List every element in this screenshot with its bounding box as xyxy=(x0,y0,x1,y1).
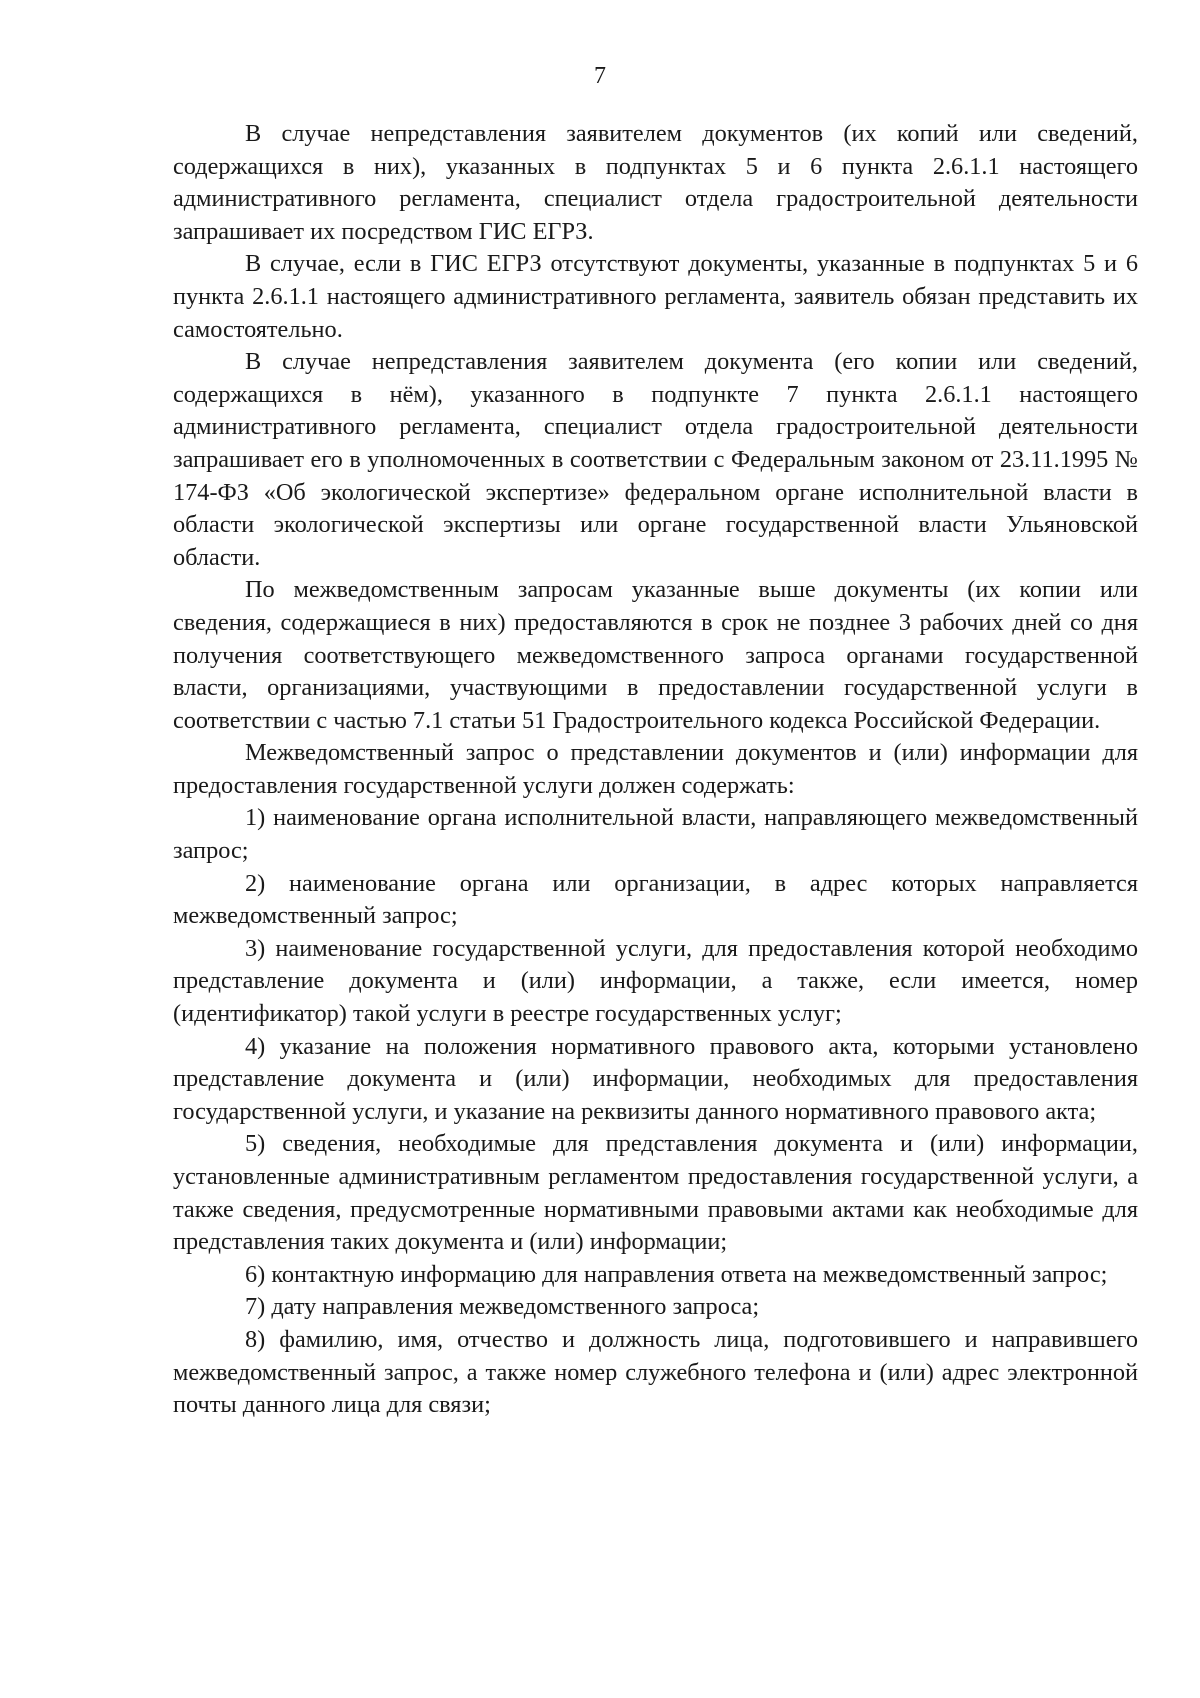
paragraph-egrz-absent: В случае, если в ГИС ЕГРЗ отсутствуют документы, указанные в подпунктах 5 и 6 пункта 2.6.1.1 настоящего административного регламента, заявитель обязан представить их самостоятельно. xyxy=(173,250,1138,343)
paragraph-request-deadline: По межведомственным запросам указанные выше документы (их копии или сведения, содержащиеся в них) предоставляются в срок не позднее 3 рабочих дней со дня получения соответствующего межведомственного запроса органами государственной власти, организациями, участвующими в предоставлении государственной услуги в соответствии с частью 7.1 статьи 51 Градостроительного кодекса Российской Федерации. xyxy=(173,576,1138,734)
list-item-7: 7) дату направления межведомственного запроса; xyxy=(245,1293,760,1321)
list-item-8: 8) фамилию, имя, отчество и должность лица, подготовившего и направившего межведомственный запрос, а также номер служебного телефона и (или) адрес электронной почты данного лица для связи; xyxy=(173,1325,1138,1419)
list-item-3: 3) наименование государственной услуги, для предоставления которой необходимо представление документа и (или) информации, а также, если имеется, номер (идентификатор) такой услуги в реестре государственных услуг; xyxy=(173,934,1138,1028)
document-body xyxy=(173,118,1138,1422)
paragraph-egrz-request: В случае непредставления заявителем документов (их копий или сведений, содержащихся в них), указанных в подпунктах 5 и 6 пункта 2.6.1.1 настоящего административного регламента, специалист отдела градостроительной деятельности запрашивает их посредством ГИС ЕГРЗ. xyxy=(173,120,1138,245)
page-number: 7 xyxy=(594,63,606,89)
list-item-1: 1) наименование органа исполнительной власти, направляющего межведомственный запрос; xyxy=(173,804,1138,865)
paragraph-ecology-expertise: В случае непредставления заявителем документа (его копии или сведений, содержащихся в нём), указанного в подпункте 7 пункта 2.6.1.1 настоящего административного регламента, специалист отдела градостроительной деятельности запрашивает его в уполномоченных в соответствии с Федеральным законом от 23.11.1995 № 174-ФЗ «Об экологической экспертизе» федеральном органе исполнительной власти в области экологической экспертизы или органе государственной власти Ульяновской области. xyxy=(173,348,1138,571)
list-item-2: 2) наименование органа или организации, в адрес которых направляется межведомственный запрос; xyxy=(173,869,1138,930)
list-item-4: 4) указание на положения нормативного правового акта, которыми установлено представление документа и (или) информации, необходимых для предоставления государственной услуги, и указание на реквизиты данного нормативного правового акта; xyxy=(173,1032,1138,1125)
list-item-6: 6) контактную информацию для направления ответа на межведомственный запрос; xyxy=(245,1260,1108,1288)
paragraph-request-contents-intro: Межведомственный запрос о представлении документов и (или) информации для предоставления государственной услуги должен содержать: xyxy=(173,739,1138,799)
list-item-5: 5) сведения, необходимые для представления документа и (или) информации, установленные административным регламентом предоставления государственной услуги, а также сведения, предусмотренные нормативными правовыми актами как необходимые для представления таких документа и (или) информации; xyxy=(173,1130,1138,1256)
